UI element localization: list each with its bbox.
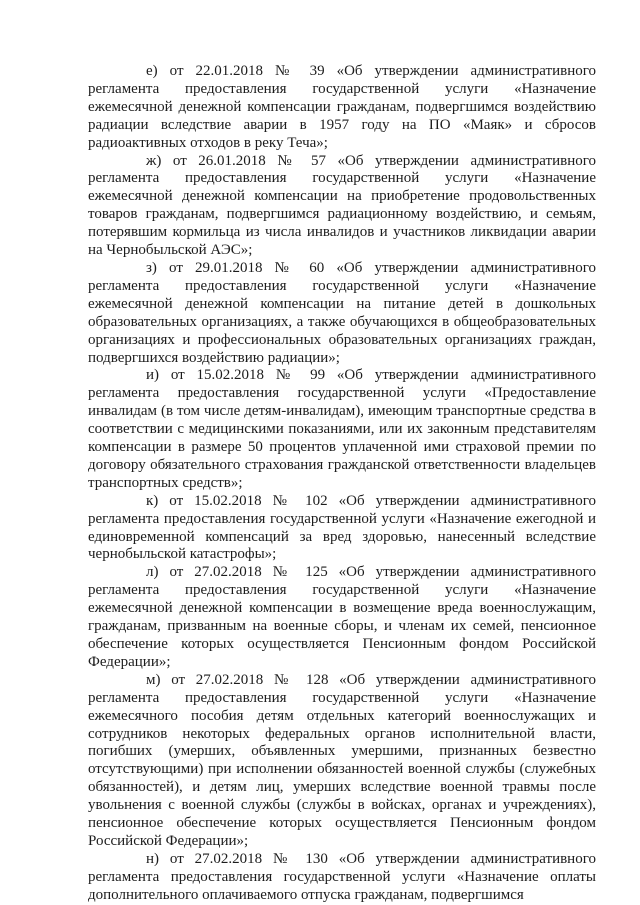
paragraph-item-m: м) от 27.02.2018 № 128 «Об утверждении административного регламента предоставления государственной услуги «Назначение ежемесячного пособия детям отдельных категорий военнослужащих и сотрудников некоторых федеральных органов исполнительной власти, погибших (умерших, объявленных умершими, признанных безвестно отсутствующими) при исполнении обязанностей военной службы (служебных обязанностей), и детям лиц, умерших вследствие военной травмы после увольнения с военной службы (службы в войсках, органах и учреждениях), пенсионное обеспечение которых осуществляется Пенсионным фондом Российской Федерации»; xyxy=(88,671,596,849)
paragraph-item-l: л) от 27.02.2018 № 125 «Об утверждении административного регламента предоставления государственной услуги «Назначение ежемесячной денежной компенсации в возмещение вреда военнослужащим, гражданам, призванным на военные сборы, и членам их семей, пенсионное обеспечение которых осуществляется Пенсионным фондом Российской Федерации»; xyxy=(88,564,596,670)
paragraph-item-z: з) от 29.01.2018 № 60 «Об утверждении административного регламента предоставления государственной услуги «Назначение ежемесячной денежной компенсации на питание детей в дошкольных образовательных организациях, а также обучающихся в общеобразовательных организациях и профессиональных образовательных организациях граждан, подвергшихся воздействию радиации»; xyxy=(88,259,596,366)
document-body xyxy=(88,63,596,905)
paragraph-item-i: и) от 15.02.2018 № 99 «Об утверждении административного регламента предоставления государственной услуги «Предоставление инвалидам (в том числе детям-инвалидам), имеющим транспортные средства в соответствии с медицинскими показаниями, или их законным представителям компенсации в размере 50 процентов уплаченной ими страховой премии по договору обязательного страхования гражданской ответственности владельцев транспортных средств»; xyxy=(88,367,596,491)
paragraph-item-e: е) от 22.01.2018 № 39 «Об утверждении административного регламента предоставления государственной услуги «Назначение ежемесячной денежной компенсации гражданам, подвергшимся воздействию радиации вследствие аварии в 1957 году на ПО «Маяк» и сбросов радиоактивных отходов в реку Теча»; xyxy=(88,63,596,151)
paragraph-item-k: к) от 15.02.2018 № 102 «Об утверждении административного регламента предоставления государственной услуги «Назначение ежегодной и единовременной компенсаций за вред здоровью, нанесенный вследствие чернобыльской катастрофы»; xyxy=(88,492,596,563)
paragraph-item-n: н) от 27.02.2018 № 130 «Об утверждении административного регламента предоставления государственной услуги «Назначение оплаты дополнительного оплачиваемого отпуска гражданам, подвергшимся xyxy=(88,850,596,903)
paragraph-item-zh: ж) от 26.01.2018 № 57 «Об утверждении административного регламента предоставления государственной услуги «Назначение ежемесячной денежной компенсации на приобретение продовольственных товаров гражданам, подвергшимся радиационному воздействию, и семьям, потерявшим кормильца из числа инвалидов и участников ликвидации аварии на Чернобыльской АЭС»; xyxy=(88,152,596,259)
